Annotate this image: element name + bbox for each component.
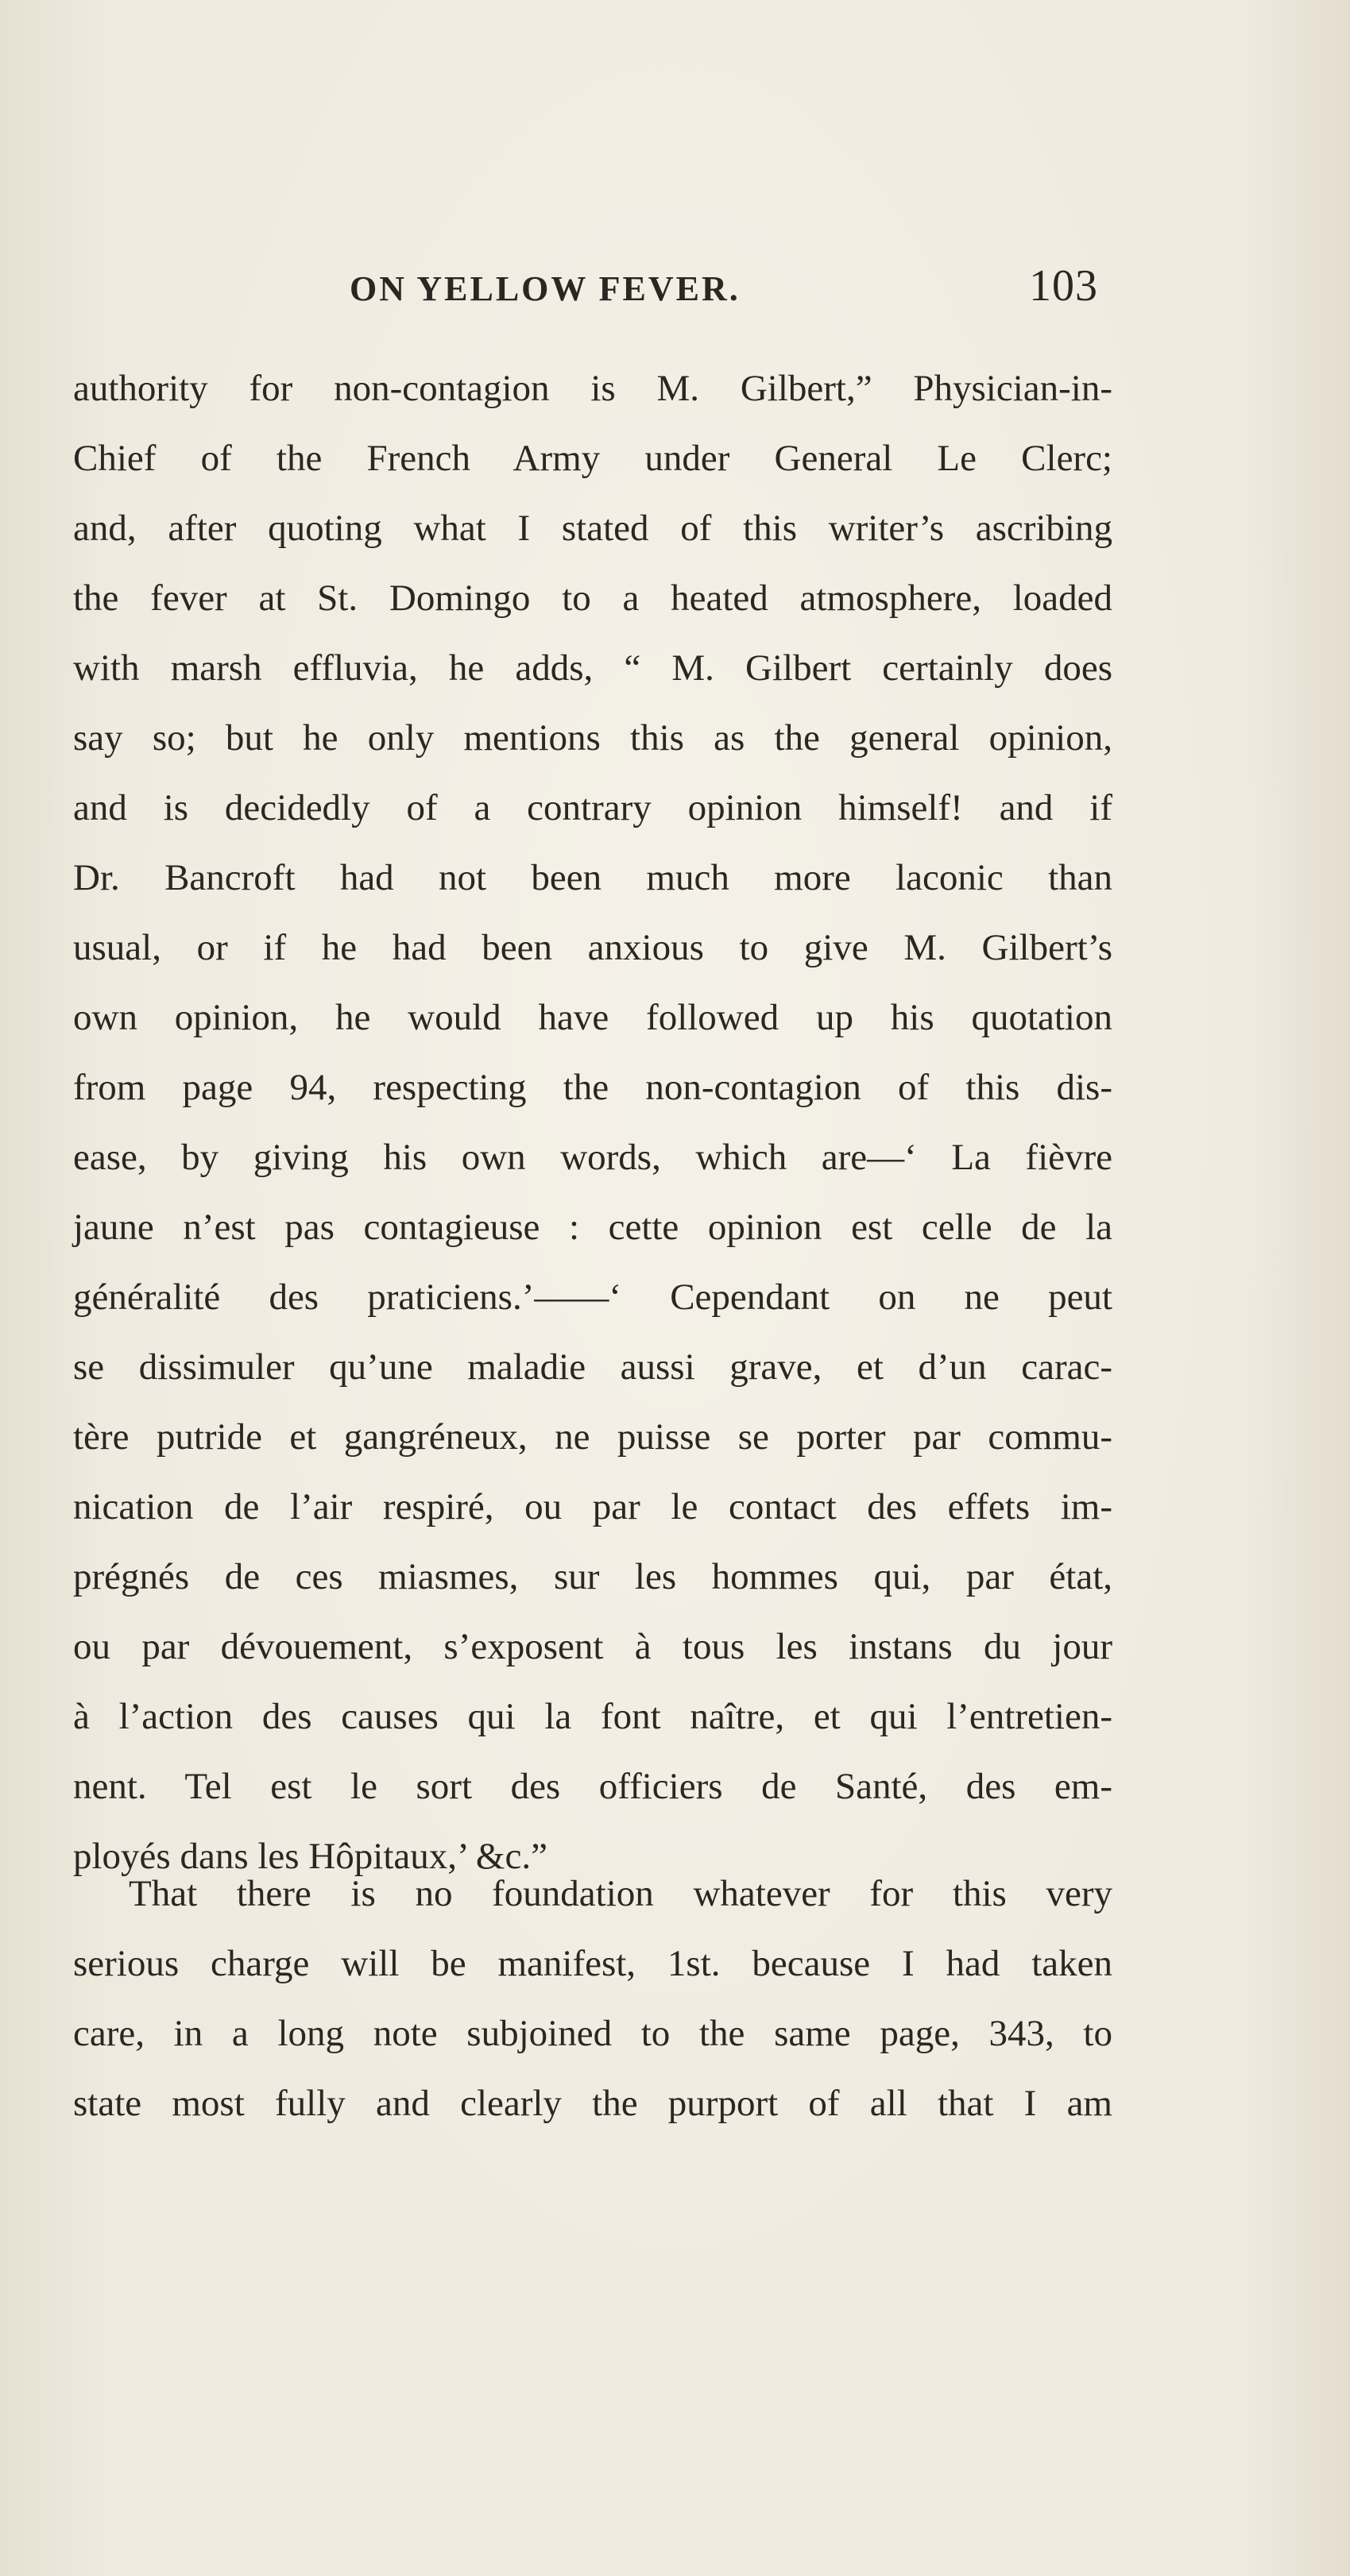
text-line: and is decidedly of a contrary opinion himself! and if <box>73 787 1112 828</box>
text-line: se dissimuler qu’une maladie aussi grave, et d’un carac- <box>73 1346 1112 1388</box>
text-line: Chief of the French Army under General Le Clerc; <box>73 438 1112 479</box>
text-line: with marsh effluvia, he adds, “ M. Gilbert certainly does <box>73 647 1112 689</box>
text-line: ployés dans les Hôpitaux,’ &c.” <box>73 1836 547 1877</box>
text-line: the fever at St. Domingo to a heated atmosphere, loaded <box>73 577 1112 619</box>
text-line: jaune n’est pas contagieuse : cette opinion est celle de la <box>73 1207 1112 1248</box>
text-line: from page 94, respecting the non-contagion of this dis- <box>73 1067 1112 1108</box>
paragraph-2 <box>73 1859 1112 2138</box>
text-line: own opinion, he would have followed up his quotation <box>73 997 1112 1038</box>
text-line: Dr. Bancroft had not been much more laconic than <box>73 857 1112 898</box>
text-line: à l’action des causes qui la font naître, et qui l’entretien- <box>73 1696 1112 1737</box>
text-line: state most fully and clearly the purport of all that I am <box>73 2083 1112 2124</box>
text-line: ease, by giving his own words, which are—‘ La fièvre <box>73 1137 1112 1178</box>
text-line: prégnés de ces miasmes, sur les hommes qui, par état, <box>73 1556 1112 1597</box>
text-line: and, after quoting what I stated of this writer’s ascribing <box>73 508 1112 549</box>
text-line: généralité des praticiens.’——‘ Cependant on ne peut <box>73 1276 1112 1318</box>
text-line: usual, or if he had been anxious to give M. Gilbert’s <box>73 927 1112 968</box>
text-line: That there is no foundation whatever for this very <box>129 1873 1112 1914</box>
text-line: authority for non-contagion is M. Gilbert,” Physician-in- <box>73 368 1112 409</box>
text-line: care, in a long note subjoined to the same page, 343, to <box>73 2013 1112 2054</box>
running-title: ON YELLOW FEVER. <box>350 269 741 308</box>
running-head <box>0 253 1350 324</box>
page-number: 103 <box>1029 261 1098 311</box>
text-line: nent. Tel est le sort des officiers de Santé, des em- <box>73 1766 1112 1807</box>
paragraph-1 <box>73 353 1112 1891</box>
text-line: nication de l’air respiré, ou par le contact des effets im- <box>73 1486 1112 1527</box>
text-line: tère putride et gangréneux, ne puisse se porter par commu- <box>73 1416 1112 1458</box>
text-line: ou par dévouement, s’exposent à tous les instans du jour <box>73 1626 1112 1667</box>
text-line: serious charge will be manifest, 1st. because I had taken <box>73 1943 1112 1984</box>
text-line: say so; but he only mentions this as the general opinion, <box>73 717 1112 759</box>
